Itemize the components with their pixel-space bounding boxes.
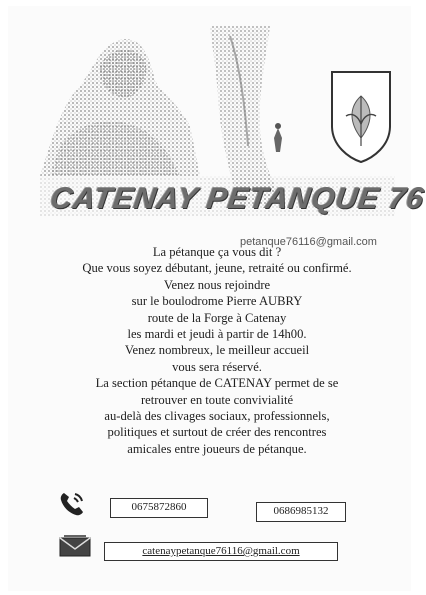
banner-title: CATENAY PETANQUE 76 bbox=[48, 182, 426, 215]
body-line: La section pétanque de CATENAY permet de se bbox=[95, 376, 339, 391]
body-line: vous sera réservé. bbox=[172, 359, 262, 374]
telephone-icon bbox=[58, 490, 86, 518]
body-line: amicales entre joueurs de pétanque. bbox=[127, 441, 307, 456]
body-line: sur le boulodrome Pierre AUBRY bbox=[131, 294, 303, 309]
body-line: route de la Forge à Catenay bbox=[147, 310, 287, 325]
website-text: petanque76116@gmail.com bbox=[240, 236, 377, 248]
phone-number-2: 0686985132 bbox=[256, 502, 346, 522]
flyer-sheet bbox=[8, 6, 426, 591]
body-line: retrouver en toute convivialité bbox=[140, 392, 294, 407]
body-line: politiques et surtout de créer des rencontres bbox=[107, 425, 327, 440]
body-line: Que vous soyez débutant, jeune, retraité ou confirmé. bbox=[82, 261, 352, 276]
body-line: La pétanque ça vous dit ? bbox=[152, 245, 282, 259]
phone-number-1: 0675872860 bbox=[110, 498, 208, 518]
flyer-body bbox=[22, 244, 412, 457]
body-line: Venez nous rejoindre bbox=[163, 277, 271, 292]
email-link[interactable]: catenaypetanque76116@gmail.com bbox=[104, 542, 338, 561]
body-line: les mardi et jeudi à partir de 14h00. bbox=[127, 327, 307, 342]
body-line: au-delà des clivages sociaux, professionnels, bbox=[104, 409, 330, 424]
body-line: Venez nombreux, le meilleur accueil bbox=[124, 343, 310, 358]
envelope-icon bbox=[58, 534, 92, 558]
header-image-area bbox=[40, 26, 426, 248]
crest-icon bbox=[328, 66, 394, 166]
